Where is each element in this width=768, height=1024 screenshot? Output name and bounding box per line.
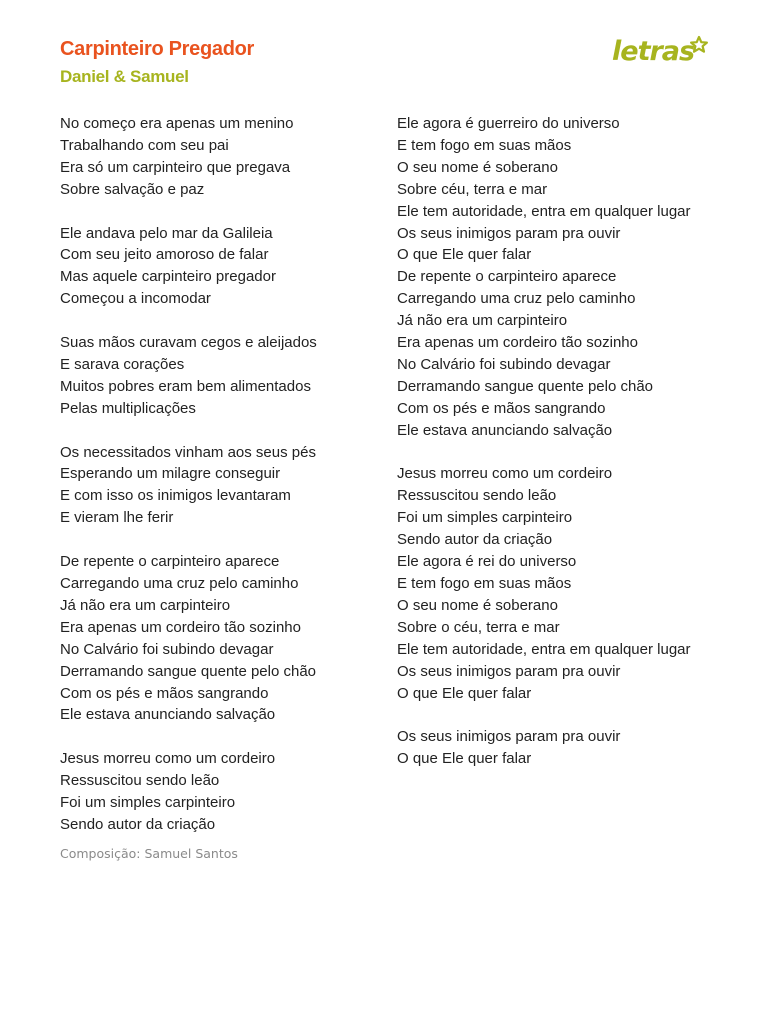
song-header <box>60 36 254 88</box>
lyric-line: Jesus morreu como um cordeiro <box>60 750 276 768</box>
lyric-line: Sendo autor da criação <box>60 815 216 833</box>
lyric-line: Foi um simples carpinteiro <box>397 509 573 527</box>
lyric-line: Ele andava pelo mar da Galileia <box>60 224 273 242</box>
lyric-line: Os necessitados vinham aos seus pés <box>60 443 316 461</box>
lyric-line: O seu nome é soberano <box>397 158 558 176</box>
lyric-line: E tem fogo em suas mãos <box>397 575 572 593</box>
lyric-line: No Calvário foi subindo devagar <box>397 355 611 373</box>
lyric-line: Ele estava anunciando salvação <box>60 706 276 724</box>
lyric-line: Com os pés e mãos sangrando <box>60 684 269 702</box>
lyric-line: O que Ele quer falar <box>397 750 532 768</box>
lyric-line: Era só um carpinteiro que pregava <box>60 158 291 176</box>
lyric-line: Sobre salvação e paz <box>60 180 205 198</box>
lyric-line: Pelas multiplicações <box>60 399 196 417</box>
lyric-line: Ele tem autoridade, entra em qualquer lugar <box>397 202 691 220</box>
lyric-line: Sobre céu, terra e mar <box>397 180 548 198</box>
lyric-line: Ele estava anunciando salvação <box>397 421 613 439</box>
lyrics-stanza <box>60 332 380 420</box>
lyric-line: Os seus inimigos param pra ouvir <box>397 728 621 746</box>
lyric-line: Suas mãos curavam cegos e aleijados <box>60 334 317 352</box>
lyric-line: Mas aquele carpinteiro pregador <box>60 268 276 286</box>
letras-logo[interactable] <box>610 30 710 72</box>
lyrics-stanza <box>60 113 380 201</box>
lyric-line: Era apenas um cordeiro tão sozinho <box>397 334 638 352</box>
lyric-line: Derramando sangue quente pelo chão <box>397 377 654 395</box>
lyric-line: E vieram lhe ferir <box>60 509 174 527</box>
lyric-line: E com isso os inimigos levantaram <box>60 487 291 505</box>
lyrics-stanza <box>397 726 727 770</box>
song-title: Carpinteiro Pregador <box>60 38 255 60</box>
lyric-line: Já não era um carpinteiro <box>60 596 231 614</box>
lyrics-column-left <box>60 113 380 836</box>
lyric-line: Com seu jeito amoroso de falar <box>60 246 269 264</box>
lyrics-stanza <box>60 748 380 836</box>
lyrics-column-right <box>397 113 727 770</box>
lyric-line: Sendo autor da criação <box>397 531 553 549</box>
lyric-line: Começou a incomodar <box>60 290 211 308</box>
lyric-line: Já não era um carpinteiro <box>397 312 568 330</box>
lyric-line: No Calvário foi subindo devagar <box>60 640 274 658</box>
lyric-line: O que Ele quer falar <box>397 246 532 264</box>
lyric-line: Ressuscitou sendo leão <box>397 487 557 505</box>
lyric-line: E sarava corações <box>60 355 185 373</box>
lyric-line: No começo era apenas um menino <box>60 115 294 132</box>
lyric-line: E tem fogo em suas mãos <box>397 136 572 154</box>
lyrics-stanza <box>60 442 380 530</box>
lyrics-stanza <box>397 113 727 442</box>
lyric-line: Sobre o céu, terra e mar <box>397 618 560 636</box>
letras-logo-graphic <box>610 30 710 72</box>
artist-name: Daniel & Samuel <box>60 67 189 86</box>
lyric-line: Ele tem autoridade, entra em qualquer lugar <box>397 640 691 658</box>
lyric-line: Esperando um milagre conseguir <box>60 465 281 483</box>
lyric-line: Foi um simples carpinteiro <box>60 794 236 812</box>
lyric-line: Com os pés e mãos sangrando <box>397 399 606 417</box>
lyrics-stanza <box>397 463 727 704</box>
lyric-line: Carregando uma cruz pelo caminho <box>397 290 636 308</box>
lyric-line: De repente o carpinteiro aparece <box>60 553 280 571</box>
lyric-line: Os seus inimigos param pra ouvir <box>397 662 621 680</box>
lyrics-stanza <box>60 551 380 726</box>
logo-text: letras <box>612 36 695 67</box>
lyric-line: O que Ele quer falar <box>397 684 532 702</box>
lyric-line: Os seus inimigos param pra ouvir <box>397 224 621 242</box>
lyrics-stanza <box>60 223 380 311</box>
lyric-line: De repente o carpinteiro aparece <box>397 268 617 286</box>
lyric-line: Ressuscitou sendo leão <box>60 772 220 790</box>
lyric-line: Carregando uma cruz pelo caminho <box>60 574 299 592</box>
lyric-line: Ele agora é guerreiro do universo <box>397 115 620 132</box>
lyric-line: Muitos pobres eram bem alimentados <box>60 377 311 395</box>
lyric-line: Derramando sangue quente pelo chão <box>60 662 317 680</box>
lyric-line: Era apenas um cordeiro tão sozinho <box>60 618 301 636</box>
composer-credit: Composição: Samuel Santos <box>60 846 238 861</box>
lyric-line: Ele agora é rei do universo <box>397 553 577 571</box>
lyric-line: O seu nome é soberano <box>397 596 558 614</box>
lyric-line: Jesus morreu como um cordeiro <box>397 465 613 483</box>
lyric-line: Trabalhando com seu pai <box>60 136 229 154</box>
